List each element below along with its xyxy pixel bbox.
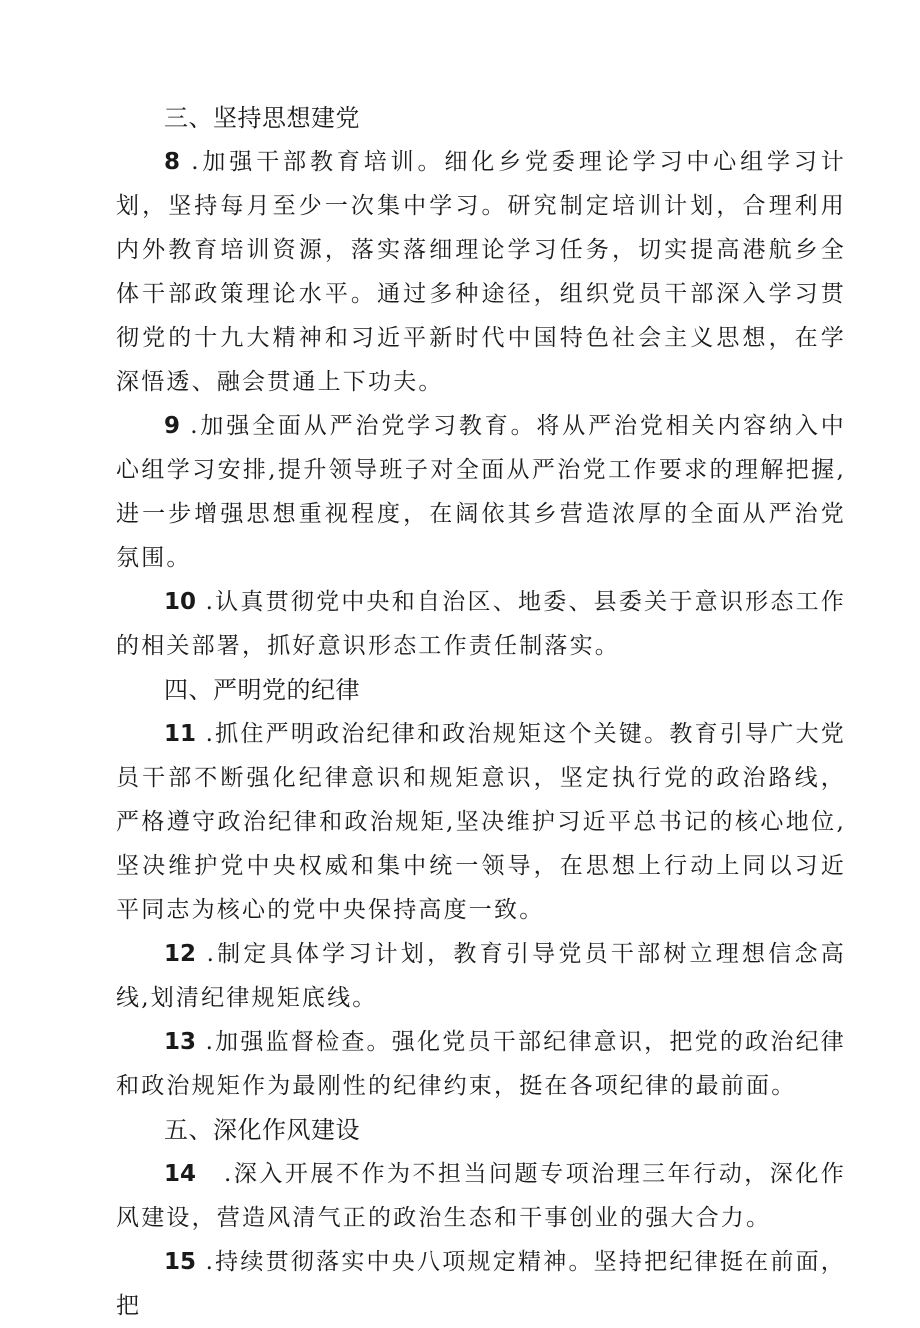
item-number: 9 [164,413,181,439]
item-separator: . [205,1249,216,1275]
list-item [116,580,846,668]
list-item [116,712,846,932]
item-number: 11 [164,721,197,747]
list-item [116,932,846,1020]
item-text: 加强干部教育培训。细化乡党委理论学习中心组学习计划，坚持每月至少一次集中学习。研究制定培训计划，合理利用内外教育培训资源，落实落细理论学习任务，切实提高港航乡全体干部政策理论水平。通过多种途径，组织党员干部深入学习贯彻党的十九大精神和习近平新时代中国特色社会主义思想，在学深悟透、融会贯通上下功夫。 [116,149,846,395]
item-number: 15 [164,1249,197,1275]
list-item [116,1020,846,1108]
item-separator: . [205,589,216,615]
section-heading: 四、严明党的纪律 [164,676,360,704]
item-number: 13 [164,1029,197,1055]
item-separator: . [205,721,216,747]
item-text: 持续贯彻落实中央八项规定精神。坚持把纪律挺在前面，把 [116,1249,847,1319]
item-text: 深入开展不作为不担当问题专项治理三年行动，深化作风建设，营造风清气正的政治生态和干事创业的强大合力。 [116,1161,846,1231]
item-text: 抓住严明政治纪律和政治规矩这个关键。教育引导广大党员干部不断强化纪律意识和规矩意识，坚定执行党的政治路线，严格遵守政治纪律和政治规矩,坚决维护习近平总书记的核心地位,坚决维护党中央权威和集中统一领导，在思想上行动上同以习近平同志为核心的党中央保持高度一致。 [116,721,847,923]
item-number: 12 [164,941,197,967]
item-separator: . [190,413,200,439]
item-text: 加强监督检查。强化党员干部纪律意识，把党的政治纪律和政治规矩作为最刚性的纪律约束，挺在各项纪律的最前面。 [116,1029,847,1099]
item-text: 认真贯彻党中央和自治区、地委、县委关于意识形态工作的相关部署，抓好意识形态工作责任制落实。 [116,589,847,659]
item-separator: . [191,149,201,175]
item-number: 14 [164,1161,197,1187]
item-separator: . [206,941,217,967]
item-number: 10 [164,589,197,615]
item-separator: . [224,1161,234,1187]
item-number: 8 [164,149,181,175]
item-separator: . [205,1029,216,1055]
item-text: 加强全面从严治党学习教育。将从严治党相关内容纳入中心组学习安排,提升领导班子对全面从严治党工作要求的理解把握,进一步增强思想重视程度，在阔依其乡营造浓厚的全面从严治党氛围。 [116,413,847,571]
section-heading: 五、深化作风建设 [164,1116,360,1144]
list-item [116,1240,846,1328]
document-body [116,96,846,1328]
section-heading: 三、坚持思想建党 [164,104,360,132]
list-item [116,140,846,404]
item-text: 制定具体学习计划，教育引导党员干部树立理想信念高线,划清纪律规矩底线。 [116,941,846,1011]
list-item [116,404,846,580]
list-item [116,1152,846,1240]
